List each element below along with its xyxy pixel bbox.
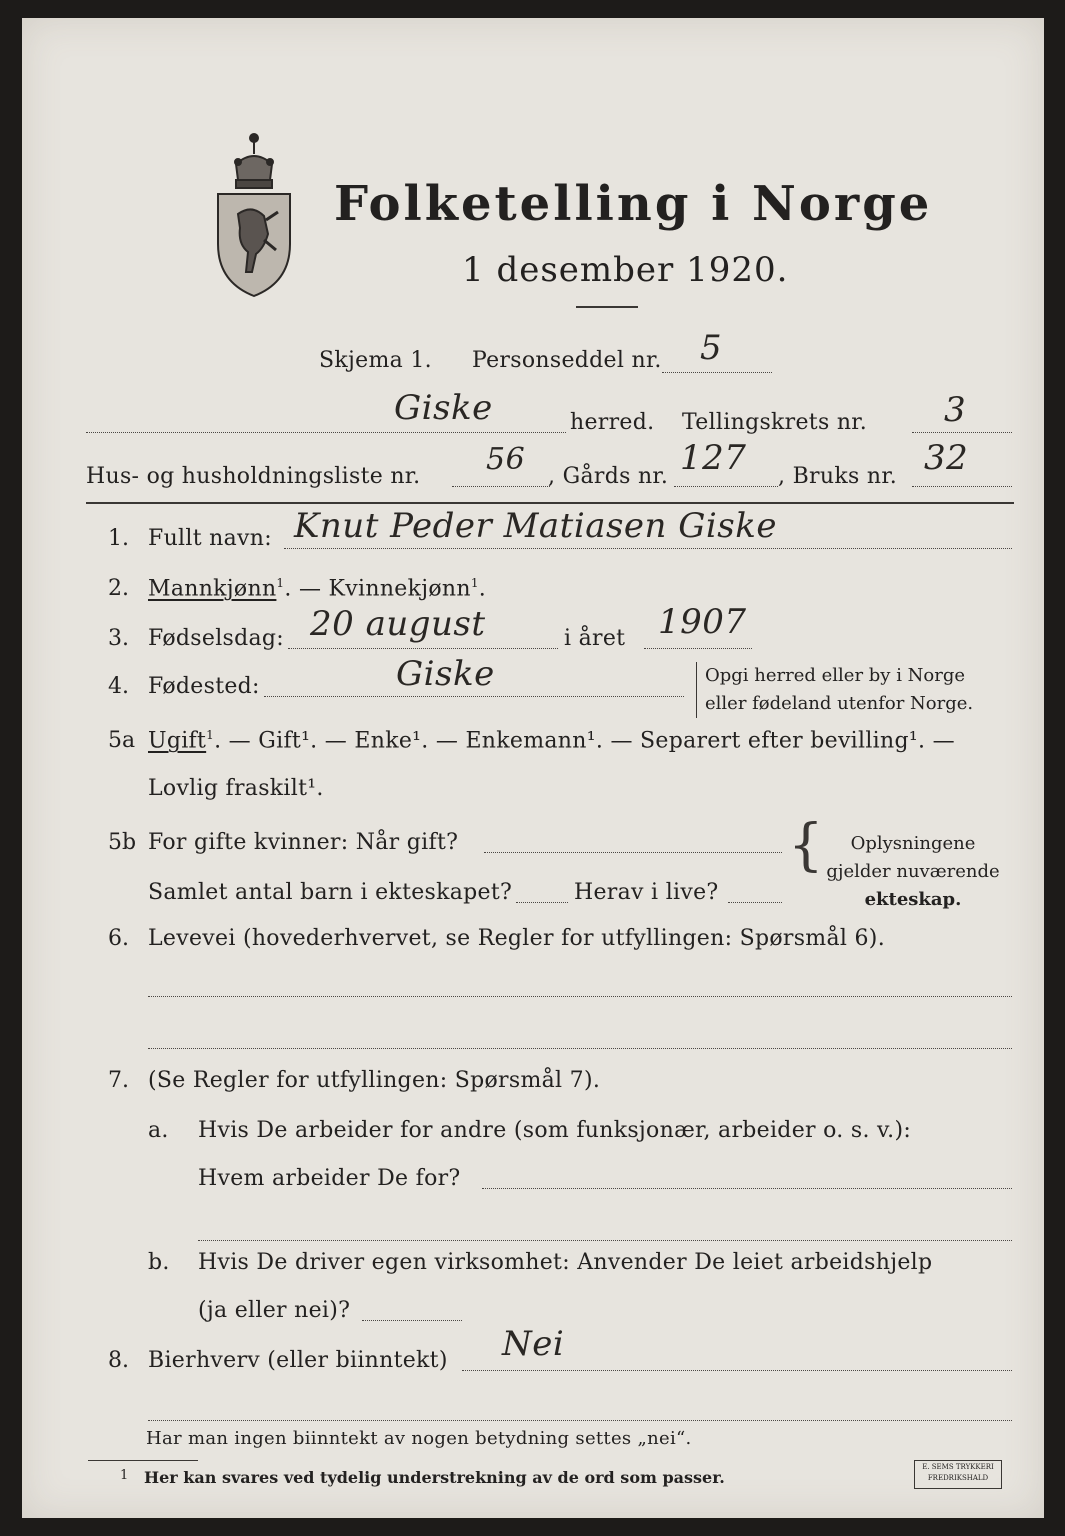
skjema-label: Skjema 1. (319, 348, 432, 373)
q6-line-2[interactable] (148, 1048, 1012, 1049)
q6-label: Levevei (hovederhvervet, se Regler for utfyllingen: Spørsmål 6). (148, 926, 885, 951)
q4-line (264, 696, 684, 697)
page-title: Folketelling i Norge (334, 176, 933, 232)
q5b-note: Oplysningene gjelder nuværende ekteskap. (826, 833, 1000, 910)
bruks-label: , Bruks nr. (778, 464, 898, 489)
q1-number: 1. (108, 526, 129, 551)
option-ugift[interactable]: Ugift (148, 728, 207, 754)
q8-extra-line[interactable] (148, 1420, 1012, 1421)
herred-line (86, 432, 566, 433)
title-divider (576, 306, 638, 308)
footnote-rule (88, 1460, 198, 1461)
option-kvinnekjonn[interactable]: Kvinnekjønn (328, 576, 471, 602)
q5b-married-line[interactable] (484, 852, 782, 853)
q5b-children-line[interactable] (516, 902, 568, 903)
q5b-number: 5b (108, 830, 137, 855)
q1-line (284, 548, 1012, 549)
full-name-value[interactable]: Knut Peder Matiasen Giske (294, 506, 777, 546)
q5a-line2[interactable]: Lovlig fraskilt¹. (148, 776, 324, 801)
bierhverv-value[interactable]: Nei (502, 1324, 565, 1364)
census-date: 1 desember 1920. (462, 250, 789, 290)
bottom-note: Har man ingen biinntekt av nogen betydning settes „nei“. (146, 1428, 692, 1449)
q5b-alive-line[interactable] (728, 902, 782, 903)
q7a-extra-line[interactable] (198, 1240, 1012, 1241)
personseddel-line (662, 372, 772, 373)
q5b-line2a: Samlet antal barn i ekteskapet? (148, 880, 513, 905)
q1-label: Fullt navn: (148, 526, 272, 551)
footnote-marker: 1 (120, 1468, 129, 1483)
q3-label: Fødselsdag: (148, 626, 285, 651)
norway-coat-of-arms-icon (208, 124, 300, 300)
q3-date-line (288, 648, 558, 649)
printer-stamp: E. SEMS TRYKKERI FREDRIKSHALD (914, 1460, 1002, 1489)
bruks-value[interactable]: 32 (924, 438, 969, 478)
personseddel-label: Personseddel nr. (472, 348, 662, 373)
q7a-employer-line[interactable] (482, 1188, 1012, 1189)
tellingskrets-line (912, 432, 1012, 433)
q7b-answer-line[interactable] (362, 1320, 462, 1321)
herred-label: herred. (570, 410, 655, 435)
q7-number: 7. (108, 1068, 129, 1093)
q8-number: 8. (108, 1348, 129, 1373)
hus-line (452, 486, 550, 487)
q4-label: Fødested: (148, 674, 260, 699)
q2-options: Mannkjønn$^1$. — Kvinnekjønn$^1$. (148, 576, 487, 602)
tellingskrets-label: Tellingskrets nr. (682, 410, 867, 435)
q3-year-label: i året (564, 626, 626, 651)
gards-value[interactable]: 127 (680, 438, 747, 478)
q7a-line1: Hvis De arbeider for andre (som funksjonær, arbeider o. s. v.): (198, 1118, 912, 1143)
hus-label: Hus- og husholdningsliste nr. (86, 464, 421, 489)
q7b-number: b. (148, 1250, 170, 1275)
q4-number: 4. (108, 674, 129, 699)
q5b-line2b: Herav i live? (574, 880, 719, 905)
q4-note: Opgi herred eller by i Norge eller fødeland utenfor Norge. (696, 662, 973, 718)
q2-number: 2. (108, 576, 129, 601)
q6-number: 6. (108, 926, 129, 951)
q7-label: (Se Regler for utfyllingen: Spørsmål 7). (148, 1068, 601, 1093)
census-form-sheet (22, 18, 1044, 1518)
herred-value[interactable]: Giske (394, 388, 493, 428)
q3-number: 3. (108, 626, 129, 651)
birthdate-value[interactable]: 20 august (310, 604, 486, 644)
birthplace-value[interactable]: Giske (396, 654, 495, 694)
bruks-line (912, 486, 1012, 487)
q5a-number: 5a (108, 728, 136, 753)
q8-line (462, 1370, 1012, 1371)
q6-line-1[interactable] (148, 996, 1012, 997)
q5b-brace: { (788, 813, 824, 878)
birth-year-value[interactable]: 1907 (658, 602, 747, 642)
header-separator (86, 502, 1014, 504)
q7a-number: a. (148, 1118, 169, 1143)
q5b-line1: For gifte kvinner: Når gift? (148, 830, 459, 855)
gards-label: , Gårds nr. (548, 464, 669, 489)
q7a-line2: Hvem arbeider De for? (198, 1166, 461, 1191)
q5a-options: Ugift$^1$. — Gift¹. — Enke¹. — Enkemann¹. — Separert efter bevilling¹. — (148, 728, 955, 754)
q7b-line1: Hvis De driver egen virksomhet: Anvender De leiet arbeidshjelp (198, 1250, 933, 1275)
tellingskrets-value[interactable]: 3 (944, 390, 967, 430)
personseddel-value[interactable]: 5 (700, 328, 723, 368)
footnote-text: Her kan svares ved tydelig understrekning av de ord som passer. (144, 1468, 725, 1487)
q8-label: Bierhverv (eller biinntekt) (148, 1348, 448, 1373)
hus-value[interactable]: 56 (486, 442, 526, 477)
gards-line (674, 486, 778, 487)
q7b-line2: (ja eller nei)? (198, 1298, 351, 1323)
option-mannkjonn[interactable]: Mannkjønn (148, 576, 277, 602)
q3-year-line (644, 648, 752, 649)
